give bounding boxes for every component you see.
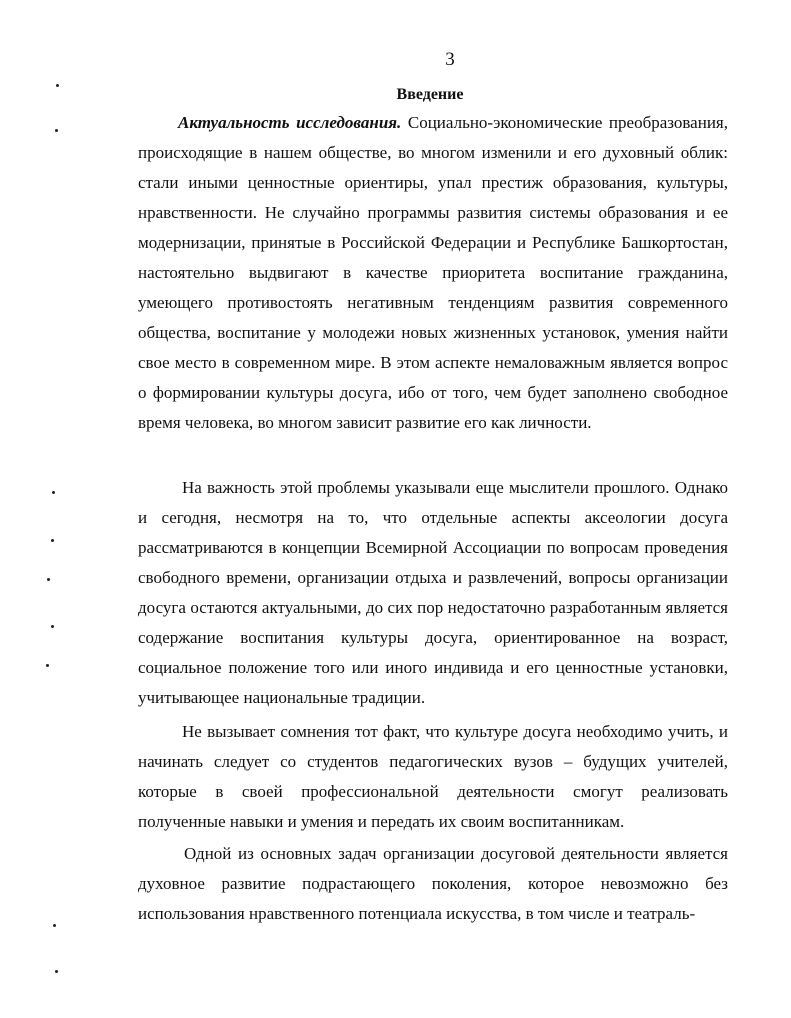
paragraph-lead: Актуальность исследования.: [178, 113, 402, 132]
paragraph-relevance: [138, 108, 728, 438]
scan-speck: [46, 664, 49, 667]
paragraph-problem-importance: [138, 473, 728, 713]
scan-speck: [52, 491, 55, 494]
paragraph-text: Социально-экономические преобразования, происходящие в нашем обществе, во многом изменили и его духовный облик: стали иными ценностные ориентиры, упал престиж образования, культуры, нравственности. Не случайно программы развития системы образования и ее модернизации, принятые в Российской Федерации и Республике Башкортостан, настоятельно выдвигают в качестве приоритета воспитание гражданина, умеющего противостоять негативным тенденциям развития современного общества, воспитание у молодежи новых жизненных установок, умения найти свое место в современном мире. В этом аспекте немаловажным является вопрос о формировании культуры досуга, ибо от того, чем будет заполнено свободное время человека, во многом зависит развитие его как личности.: [138, 113, 728, 432]
paragraph-teaching-culture: [138, 717, 728, 837]
scan-speck: [55, 970, 58, 973]
paragraph-main-tasks: [138, 839, 728, 929]
scan-speck: [56, 84, 59, 87]
scan-speck: [51, 625, 54, 628]
page-number: 3: [445, 49, 455, 70]
scan-speck: [55, 129, 58, 132]
section-heading: Введение: [396, 86, 464, 103]
scan-speck: [51, 539, 54, 542]
paragraph-text: Одной из основных задач организации досуговой деятельности является духовное развитие подрастающего поколения, которое невозможно без использования нравственного потенциала искусства, в том числе и театраль-: [138, 844, 728, 923]
paragraph-text: На важность этой проблемы указывали еще мыслители прошлого. Однако и сегодня, несмотря на то, что отдельные аспекты аксеологии досуга рассматриваются в концепции Всемирной Ассоциации по вопросам проведения свободного времени, организации отдыха и развлечений, вопросы организации досуга остаются актуальными, до сих пор недостаточно разработанным является содержание воспитания культуры досуга, ориентированное на возраст, социальное положение того или иного индивида и его ценностные установки, учитывающее национальные традиции.: [138, 478, 728, 707]
scan-speck: [53, 924, 56, 927]
scan-speck: [47, 578, 50, 581]
paragraph-text: Не вызывает сомнения тот факт, что культуре досуга необходимо учить, и начинать следует со студентов педагогических вузов – будущих учителей, которые в своей профессиональной деятельности смогут реализовать полученные навыки и умения и передать их своим воспитанникам.: [138, 722, 728, 831]
